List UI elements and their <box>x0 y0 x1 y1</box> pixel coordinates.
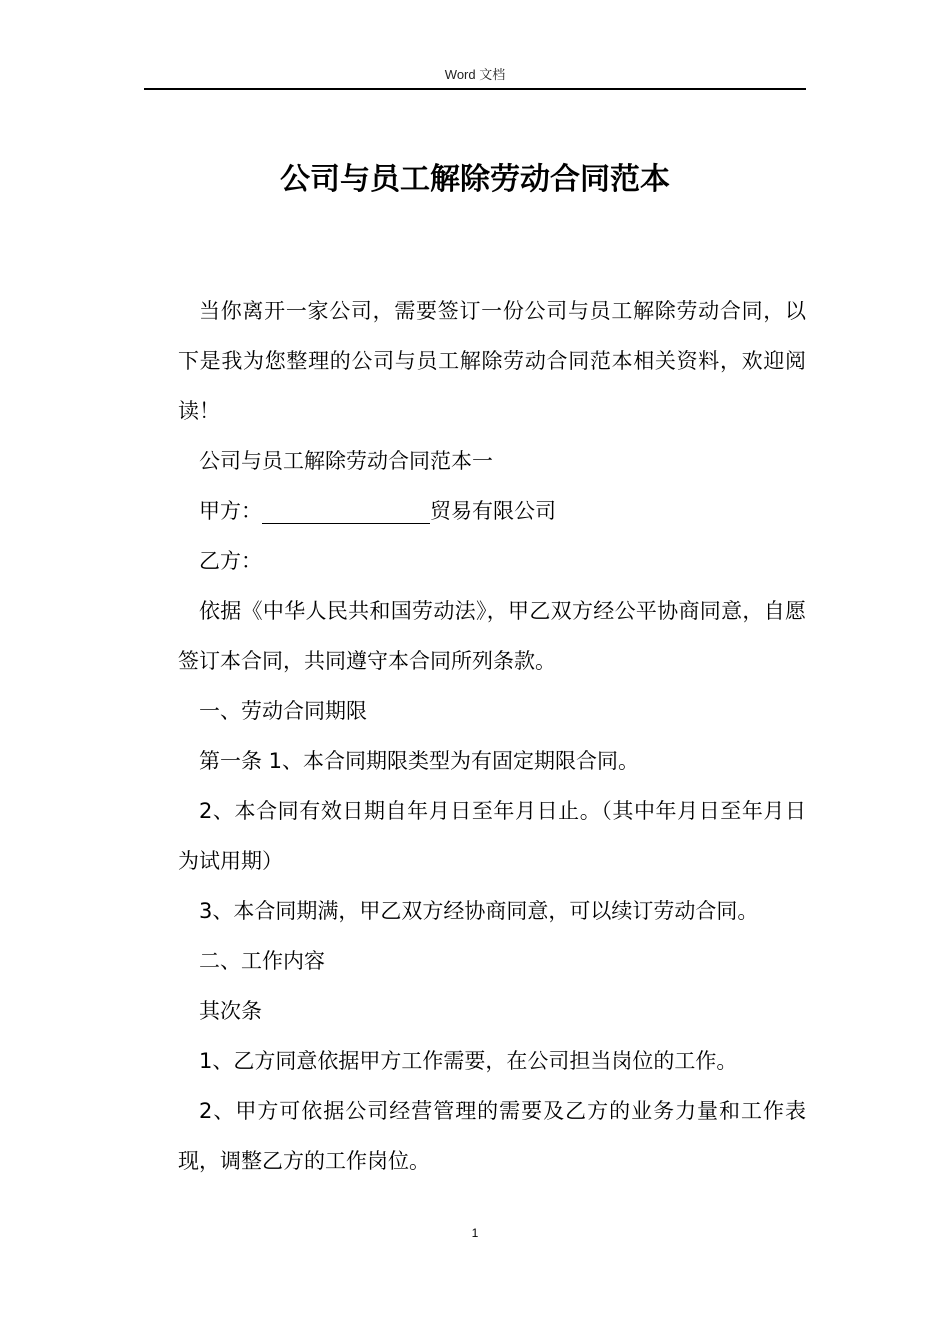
clause-paragraph: 其次条 <box>199 999 262 1023</box>
clause-paragraph: 3、本合同期满，甲乙双方经协商同意，可以续订劳动合同。 <box>199 899 759 923</box>
clause-paragraph: 2、本合同有效日期自年月日至年月日止。（其中年月日至年月日为试用期） <box>178 799 806 873</box>
intro-paragraph: 当你离开一家公司，需要签订一份公司与员工解除劳动合同，以下是我为您整理的公司与员工解除劳动合同范本相关资料，欢迎阅读！ <box>178 299 806 423</box>
clause-paragraph: 1、乙方同意依据甲方工作需要，在公司担当岗位的工作。 <box>199 1049 738 1073</box>
clause-paragraph: 一、劳动合同期限 <box>199 699 367 723</box>
party-a-blank <box>262 501 430 524</box>
party-a-line <box>178 486 806 536</box>
party-a-label: 甲方： <box>199 499 262 523</box>
party-b-line: 乙方： <box>199 549 262 573</box>
clause-paragraph: 依据《中华人民共和国劳动法》，甲乙双方经公平协商同意，自愿签订本合同，共同遵守本合同所列条款。 <box>178 599 806 673</box>
clause-paragraph: 第一条 1、本合同期限类型为有固定期限合同。 <box>199 749 640 773</box>
page-number: 1 <box>471 1226 479 1240</box>
party-a-suffix: 贸易有限公司 <box>430 499 556 523</box>
clause-paragraph: 2、甲方可依据公司经营管理的需要及乙方的业务力量和工作表现，调整乙方的工作岗位。 <box>178 1099 806 1173</box>
document-body <box>178 286 806 1186</box>
page-header <box>144 64 806 90</box>
document-title: 公司与员工解除劳动合同范本 <box>280 162 670 197</box>
header-label: Word 文档 <box>444 67 506 82</box>
clause-paragraph: 二、工作内容 <box>199 949 325 973</box>
section-heading: 公司与员工解除劳动合同范本一 <box>199 449 493 473</box>
